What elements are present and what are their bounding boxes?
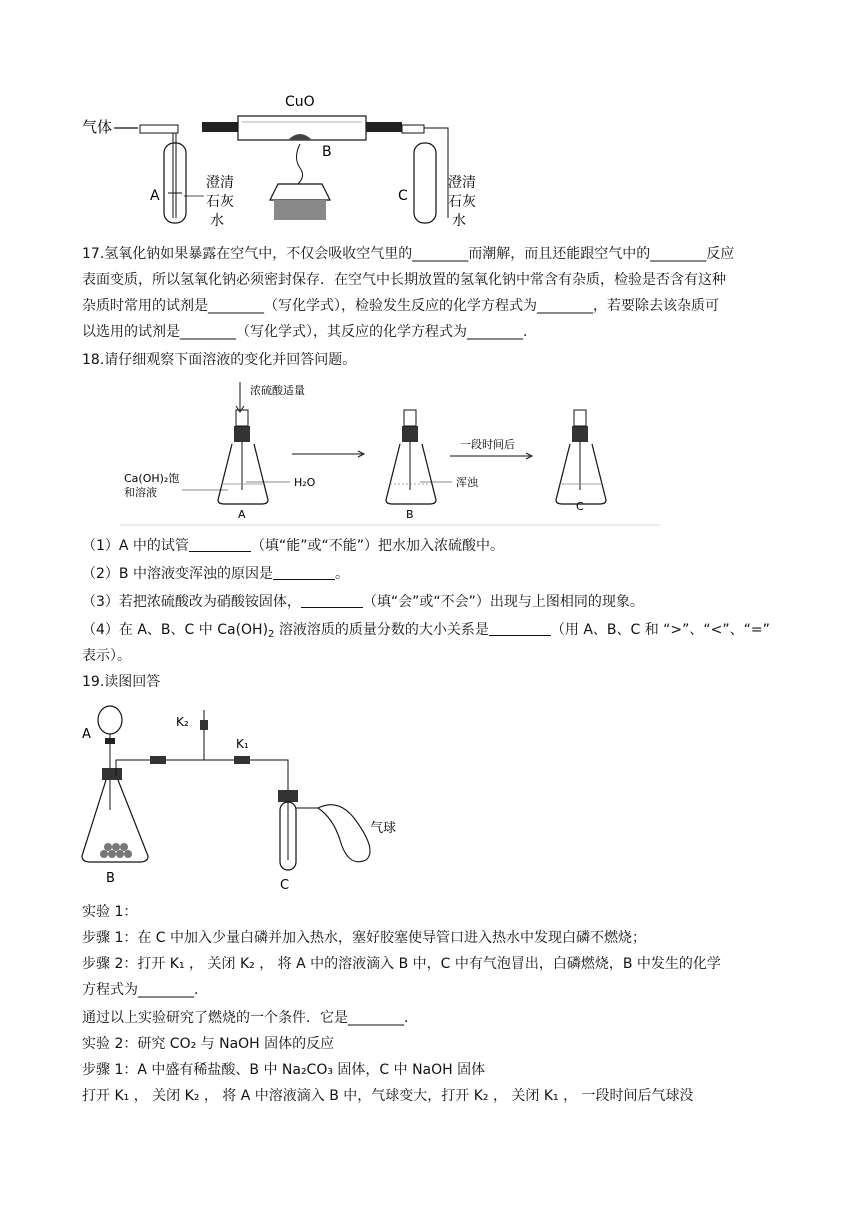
label-b: B	[322, 144, 332, 160]
q19-label-c: C	[280, 878, 290, 890]
exp2-title: 实验 2：研究 CO₂ 与 NaOH 固体的反应	[82, 1036, 335, 1052]
label-a: A	[150, 188, 160, 204]
q19-title: 19.读图回答	[82, 674, 161, 690]
after-label: 一段时间后	[460, 438, 515, 451]
limewater-a-2: 石灰	[206, 194, 234, 210]
q17-line-2: 表面变质，所以氢氧化钠必须密封保存．在空气中长期放置的氢氧化钠中常含有杂质，检验是否含有这种	[82, 272, 726, 288]
q19-balloon-label: 气球	[370, 821, 397, 836]
caoh-label-1: Ca(OH)₂饱	[124, 472, 180, 485]
flask-c-label: C	[576, 500, 584, 513]
limewater-c-1: 澄清	[448, 175, 476, 191]
q18-sub-4: （4）在 A、B、C 中 $Ca(OH)_2$ 溶液溶质的质量分数的大小关系是 （用 A、B、C 和 “>”、“<”、“=”	[82, 622, 770, 640]
h2o-label: H₂O	[294, 476, 316, 489]
limewater-a-1: 澄清	[206, 175, 234, 191]
q19-label-a: A	[82, 727, 91, 742]
exp1-step2: 步骤 2：打开 K₁ ， 关闭 K₂ ， 将 A 中的溶液滴入 B 中，C 中有气泡冒出，白磷燃烧，B 中发生的化学	[82, 956, 721, 972]
q18-sub-2: （2）B 中溶液变浑浊的原因是 。	[82, 566, 349, 582]
q17-line-1: 17.氢氧化钠如果暴露在空气中，不仅会吸收空气里的________而潮解，而且还能跟空气中的________反应	[82, 246, 735, 262]
q18-title: 18.请仔细观察下面溶液的变化并回答问题。	[82, 352, 357, 368]
exp1-title: 实验 1：	[82, 904, 138, 920]
cuo-label: CuO	[285, 94, 315, 110]
turbid-label: 浑浊	[456, 476, 478, 489]
limewater-a-3: 水	[210, 213, 224, 229]
q19-label-k2: K₂	[176, 715, 189, 729]
q18-sub-3: （3）若把浓硫酸改为硝酸铵固体， （填“会”或“不会”）出现与上图相同的现象。	[82, 594, 644, 610]
exp1-step1: 步骤 1：在 C 中加入少量白磷并加入热水，塞好胶塞使导管口进入热水中发现白磷不燃烧；	[82, 930, 647, 946]
q17-line-4: 以选用的试剂是________（写化学式），其反应的化学方程式为________.	[82, 324, 528, 340]
acid-label: 浓硫酸适量	[250, 384, 305, 397]
gas-label: 气体	[82, 118, 113, 136]
cuo-apparatus-figure	[78, 88, 498, 238]
caoh-label-2: 和溶液	[124, 486, 157, 499]
limewater-c-3: 水	[452, 213, 466, 229]
exp1-conclusion: 通过以上实验研究了燃烧的一个条件．它是________.	[82, 1010, 409, 1026]
q19-label-k1: K₁	[236, 737, 249, 751]
q19-label-b: B	[106, 871, 115, 886]
q18-flask-figure	[120, 380, 660, 526]
exp1-step2b: 方程式为________.	[82, 982, 199, 998]
q18-sub-1: （1）A 中的试管 （填“能”或“不能”）把水加入浓硫酸中。	[82, 538, 504, 554]
q19-apparatus-figure	[78, 700, 418, 890]
exp2-step1: 步骤 1：A 中盛有稀盐酸、B 中 Na₂CO₃ 固体，C 中 NaOH 固体	[82, 1062, 486, 1078]
exp2-step2: 打开 K₁ ， 关闭 K₂ ， 将 A 中溶液滴入 B 中，气球变大，打开 K₂ ， 关闭 K₁ ， 一段时间后气球没	[82, 1088, 694, 1104]
label-c: C	[398, 188, 408, 204]
q18-sub-4-line2: 表示）。	[82, 648, 131, 664]
q17-line-3: 杂质时常用的试剂是________（写化学式），检验发生反应的化学方程式为________，若要除去该杂质可	[82, 298, 719, 314]
flask-b-label: B	[406, 508, 414, 521]
limewater-c-2: 石灰	[448, 194, 476, 210]
flask-a-label: A	[238, 508, 246, 521]
